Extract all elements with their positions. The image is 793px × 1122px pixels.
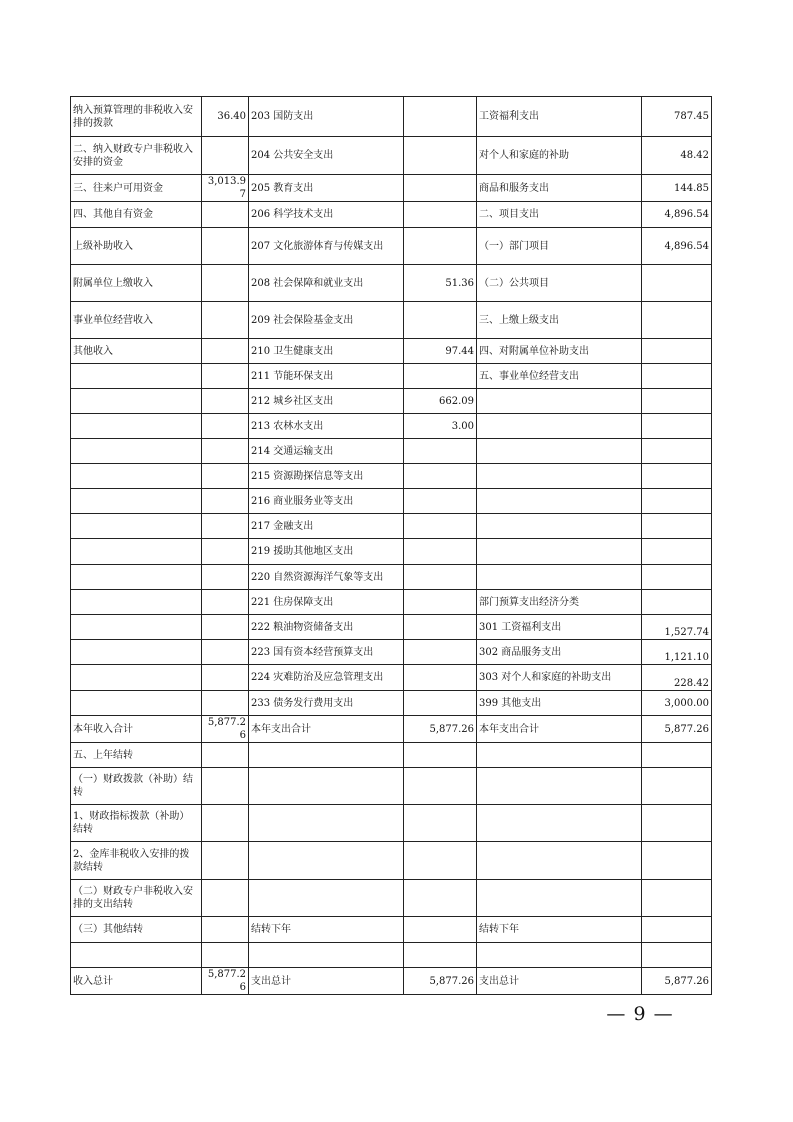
- table-row: [71, 202, 712, 228]
- cell-c6: [642, 743, 712, 768]
- cell-c5: [477, 768, 642, 805]
- cell-c1: [71, 691, 202, 716]
- cell-c2: 36.40: [202, 97, 249, 137]
- cell-c3: 215 资源勘探信息等支出: [249, 464, 404, 489]
- table-row: [71, 691, 712, 716]
- cell-c5: [477, 414, 642, 439]
- cell-c6: [642, 590, 712, 615]
- cell-c2: [202, 615, 249, 640]
- cell-c4: [404, 464, 477, 489]
- cell-c2: [202, 743, 249, 768]
- cell-c1: [71, 539, 202, 565]
- table-row: [71, 743, 712, 768]
- cell-c4: 97.44: [404, 339, 477, 364]
- cell-c4: [404, 228, 477, 265]
- cell-c2: [202, 539, 249, 565]
- cell-c6: 3,000.00: [642, 691, 712, 716]
- cell-c1: 纳入预算管理的非税收入安排的拨款: [71, 97, 202, 137]
- cell-c2: [202, 489, 249, 514]
- cell-c2: [202, 768, 249, 805]
- cell-c2: [202, 842, 249, 880]
- cell-c4: 5,877.26: [404, 716, 477, 743]
- cell-c4: [404, 364, 477, 389]
- table-row: [71, 97, 712, 137]
- cell-c4: [404, 640, 477, 665]
- cell-c2: [202, 565, 249, 590]
- budget-table: [70, 96, 712, 995]
- cell-c1: （三）其他结转: [71, 917, 202, 943]
- cell-c3: 207 文化旅游体育与传媒支出: [249, 228, 404, 265]
- cell-c4: [404, 97, 477, 137]
- cell-c1: 本年收入合计: [71, 716, 202, 743]
- cell-c3: [249, 943, 404, 968]
- cell-c4: 3.00: [404, 414, 477, 439]
- cell-c3: [249, 880, 404, 917]
- cell-c6: [642, 917, 712, 943]
- cell-c2: 3,013.97: [202, 175, 249, 202]
- cell-c2: [202, 414, 249, 439]
- cell-c4: [404, 842, 477, 880]
- cell-c4: [404, 514, 477, 539]
- cell-c5: （一）部门项目: [477, 228, 642, 265]
- cell-c6: 1,121.10: [642, 640, 712, 665]
- cell-c2: [202, 805, 249, 842]
- cell-c5: 本年支出合计: [477, 716, 642, 743]
- cell-c6: [642, 414, 712, 439]
- cell-c1: （一）财政拨款（补助）结转: [71, 768, 202, 805]
- cell-c5: 303 对个人和家庭的补助支出: [477, 665, 642, 691]
- cell-c5: 三、上缴上级支出: [477, 302, 642, 339]
- cell-c2: [202, 302, 249, 339]
- cell-c3: 205 教育支出: [249, 175, 404, 202]
- cell-c4: 662.09: [404, 389, 477, 414]
- cell-c1: 二、纳入财政专户非税收入安排的资金: [71, 137, 202, 175]
- cell-c4: 5,877.26: [404, 968, 477, 995]
- cell-c5: 对个人和家庭的补助: [477, 137, 642, 175]
- cell-c1: 四、其他自有资金: [71, 202, 202, 228]
- cell-c2: [202, 202, 249, 228]
- cell-c5: [477, 539, 642, 565]
- cell-c6: 4,896.54: [642, 228, 712, 265]
- cell-c3: [249, 768, 404, 805]
- cell-c5: 399 其他支出: [477, 691, 642, 716]
- cell-c4: [404, 805, 477, 842]
- table-row: [71, 439, 712, 464]
- cell-c3: 203 国防支出: [249, 97, 404, 137]
- cell-c6: [642, 489, 712, 514]
- cell-c6: [642, 339, 712, 364]
- cell-c4: [404, 943, 477, 968]
- cell-c3: 210 卫生健康支出: [249, 339, 404, 364]
- cell-c3: 结转下年: [249, 917, 404, 943]
- cell-c4: 51.36: [404, 265, 477, 302]
- table-row: [71, 389, 712, 414]
- cell-c2: [202, 228, 249, 265]
- table-row: [71, 615, 712, 640]
- cell-c6: [642, 302, 712, 339]
- cell-c6: [642, 364, 712, 389]
- cell-c4: [404, 439, 477, 464]
- cell-c6: [642, 265, 712, 302]
- cell-c1: [71, 615, 202, 640]
- table-row: [71, 590, 712, 615]
- cell-c1: 五、上年结转: [71, 743, 202, 768]
- cell-c3: 233 债务发行费用支出: [249, 691, 404, 716]
- cell-c3: 217 金融支出: [249, 514, 404, 539]
- cell-c6: 5,877.26: [642, 716, 712, 743]
- cell-c6: 4,896.54: [642, 202, 712, 228]
- cell-c2: [202, 665, 249, 691]
- table-row: [71, 364, 712, 389]
- cell-c4: [404, 768, 477, 805]
- page-number: — 9 —: [606, 1003, 674, 1025]
- cell-c2: [202, 880, 249, 917]
- cell-c4: [404, 615, 477, 640]
- cell-c1: [71, 514, 202, 539]
- cell-c6: [642, 514, 712, 539]
- cell-c2: [202, 917, 249, 943]
- cell-c3: 216 商业服务业等支出: [249, 489, 404, 514]
- cell-c6: [642, 539, 712, 565]
- cell-c3: 220 自然资源海洋气象等支出: [249, 565, 404, 590]
- cell-c1: [71, 565, 202, 590]
- cell-c6: 5,877.26: [642, 968, 712, 995]
- cell-c4: [404, 590, 477, 615]
- cell-c3: 224 灾难防治及应急管理支出: [249, 665, 404, 691]
- cell-c5: [477, 805, 642, 842]
- cell-c4: [404, 302, 477, 339]
- cell-c1: 上级补助收入: [71, 228, 202, 265]
- cell-c2: [202, 464, 249, 489]
- cell-c1: [71, 665, 202, 691]
- cell-c6: [642, 805, 712, 842]
- cell-c5: 商品和服务支出: [477, 175, 642, 202]
- cell-c1: [71, 489, 202, 514]
- cell-c1: [71, 414, 202, 439]
- cell-c4: [404, 137, 477, 175]
- cell-c5: 部门预算支出经济分类: [477, 590, 642, 615]
- cell-c1: [71, 590, 202, 615]
- cell-c5: 五、事业单位经营支出: [477, 364, 642, 389]
- cell-c4: [404, 202, 477, 228]
- table-row: [71, 565, 712, 590]
- cell-c2: 5,877.26: [202, 716, 249, 743]
- cell-c5: 支出总计: [477, 968, 642, 995]
- cell-c3: 221 住房保障支出: [249, 590, 404, 615]
- cell-c1: 收入总计: [71, 968, 202, 995]
- cell-c3: [249, 743, 404, 768]
- cell-c1: 三、往来户可用资金: [71, 175, 202, 202]
- cell-c5: [477, 439, 642, 464]
- table-row: [71, 943, 712, 968]
- table-row: [71, 640, 712, 665]
- cell-c4: [404, 565, 477, 590]
- budget-table-body: [71, 97, 712, 995]
- cell-c1: 其他收入: [71, 339, 202, 364]
- cell-c5: （二）公共项目: [477, 265, 642, 302]
- table-row: [71, 665, 712, 691]
- cell-c1: [71, 364, 202, 389]
- cell-c2: [202, 389, 249, 414]
- cell-c6: 228.42: [642, 665, 712, 691]
- cell-c4: [404, 691, 477, 716]
- cell-c5: 工资福利支出: [477, 97, 642, 137]
- cell-c1: [71, 439, 202, 464]
- cell-c3: 212 城乡社区支出: [249, 389, 404, 414]
- cell-c5: [477, 743, 642, 768]
- cell-c6: 1,527.74: [642, 615, 712, 640]
- cell-c4: [404, 175, 477, 202]
- table-row: [71, 464, 712, 489]
- cell-c3: [249, 842, 404, 880]
- cell-c1: [71, 943, 202, 968]
- cell-c2: [202, 590, 249, 615]
- table-row: [71, 716, 712, 743]
- cell-c5: 301 工资福利支出: [477, 615, 642, 640]
- cell-c3: 214 交通运输支出: [249, 439, 404, 464]
- cell-c3: 211 节能环保支出: [249, 364, 404, 389]
- cell-c2: [202, 137, 249, 175]
- table-row: [71, 339, 712, 364]
- cell-c2: [202, 640, 249, 665]
- cell-c2: [202, 265, 249, 302]
- cell-c6: [642, 943, 712, 968]
- cell-c3: 208 社会保障和就业支出: [249, 265, 404, 302]
- cell-c4: [404, 539, 477, 565]
- cell-c5: [477, 464, 642, 489]
- cell-c5: 结转下年: [477, 917, 642, 943]
- cell-c2: [202, 943, 249, 968]
- cell-c2: [202, 514, 249, 539]
- table-row: [71, 842, 712, 880]
- cell-c3: 213 农林水支出: [249, 414, 404, 439]
- cell-c1: （二）财政专户非税收入安排的支出结转: [71, 880, 202, 917]
- table-row: [71, 489, 712, 514]
- cell-c4: [404, 489, 477, 514]
- cell-c6: [642, 439, 712, 464]
- table-row: [71, 917, 712, 943]
- cell-c2: [202, 691, 249, 716]
- table-row: [71, 768, 712, 805]
- cell-c1: [71, 464, 202, 489]
- cell-c5: 四、对附属单位补助支出: [477, 339, 642, 364]
- cell-c6: [642, 842, 712, 880]
- cell-c4: [404, 917, 477, 943]
- table-row: [71, 539, 712, 565]
- cell-c6: [642, 389, 712, 414]
- cell-c6: [642, 768, 712, 805]
- cell-c2: 5,877.26: [202, 968, 249, 995]
- cell-c1: 事业单位经营收入: [71, 302, 202, 339]
- cell-c2: [202, 364, 249, 389]
- cell-c6: [642, 464, 712, 489]
- cell-c5: [477, 565, 642, 590]
- table-row: [71, 880, 712, 917]
- cell-c4: [404, 743, 477, 768]
- table-row: [71, 968, 712, 995]
- cell-c3: 222 粮油物资储备支出: [249, 615, 404, 640]
- cell-c1: 附属单位上缴收入: [71, 265, 202, 302]
- cell-c3: 204 公共安全支出: [249, 137, 404, 175]
- cell-c5: [477, 842, 642, 880]
- table-row: [71, 265, 712, 302]
- cell-c3: 本年支出合计: [249, 716, 404, 743]
- cell-c6: 144.85: [642, 175, 712, 202]
- cell-c4: [404, 880, 477, 917]
- cell-c6: [642, 880, 712, 917]
- cell-c5: 302 商品服务支出: [477, 640, 642, 665]
- table-row: [71, 514, 712, 539]
- cell-c3: 219 援助其他地区支出: [249, 539, 404, 565]
- cell-c5: [477, 514, 642, 539]
- cell-c4: [404, 665, 477, 691]
- cell-c3: 206 科学技术支出: [249, 202, 404, 228]
- cell-c3: 支出总计: [249, 968, 404, 995]
- cell-c5: [477, 489, 642, 514]
- cell-c2: [202, 339, 249, 364]
- table-row: [71, 414, 712, 439]
- cell-c5: [477, 880, 642, 917]
- cell-c6: [642, 565, 712, 590]
- cell-c2: [202, 439, 249, 464]
- cell-c1: [71, 389, 202, 414]
- cell-c3: 209 社会保险基金支出: [249, 302, 404, 339]
- cell-c3: [249, 805, 404, 842]
- cell-c5: [477, 389, 642, 414]
- cell-c5: 二、项目支出: [477, 202, 642, 228]
- cell-c1: 2、金库非税收入安排的拨款结转: [71, 842, 202, 880]
- table-row: [71, 805, 712, 842]
- table-row: [71, 302, 712, 339]
- cell-c6: 48.42: [642, 137, 712, 175]
- table-row: [71, 228, 712, 265]
- table-row: [71, 175, 712, 202]
- cell-c6: 787.45: [642, 97, 712, 137]
- cell-c5: [477, 943, 642, 968]
- cell-c1: [71, 640, 202, 665]
- cell-c3: 223 国有资本经营预算支出: [249, 640, 404, 665]
- table-row: [71, 137, 712, 175]
- cell-c1: 1、财政指标拨款（补助）结转: [71, 805, 202, 842]
